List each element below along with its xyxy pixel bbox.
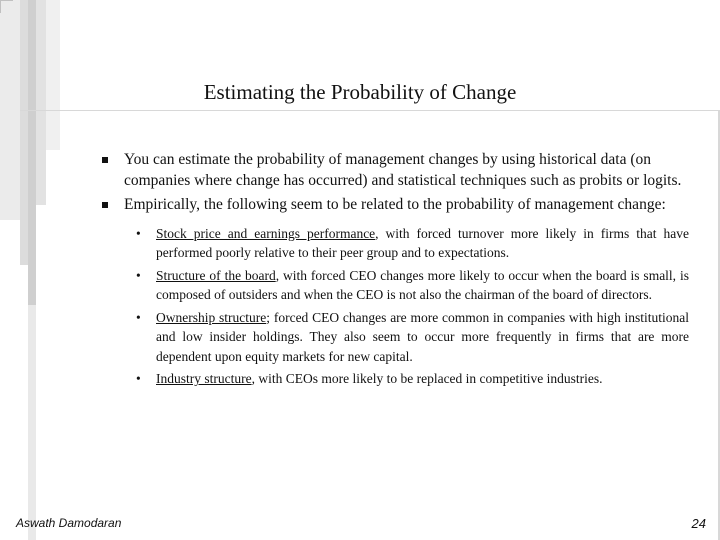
decor-bar (46, 0, 60, 150)
decor-bar (28, 0, 36, 305)
footer-author: Aswath Damodaran (16, 516, 122, 530)
dot-bullet-icon: • (136, 309, 141, 325)
sub-bullet-heading: Ownership structure (156, 309, 267, 325)
sub-bullet-text: ; forced CEO changes are more common in companies with high institutional and low insider holdings. They also seem to occur more frequently in firms that are more dependent upon equity markets for new capital. (156, 309, 689, 364)
decor-bar (0, 0, 20, 220)
bullet-text: You can estimate the probability of management changes by using historical data (on companies where change has occurred) and statistical techniques such as probits or logits. (124, 151, 682, 189)
page-number: 24 (691, 516, 706, 531)
decor-bar (20, 0, 28, 265)
bullet-item (96, 150, 696, 191)
sub-bullet-heading: Structure of the board (156, 267, 276, 283)
square-bullet-icon (102, 202, 108, 208)
sub-bullet-item (96, 266, 689, 305)
sub-bullet-item (96, 369, 689, 389)
sub-bullet-list (96, 224, 696, 389)
square-bullet-icon (102, 157, 108, 163)
sub-bullet-heading: Industry structure (156, 371, 252, 386)
title-divider (20, 110, 720, 111)
sub-bullet-text: , with forced CEO changes more likely to occur when the board is small, is composed of outsiders and when the CEO is not also the chairman of the board of directors. (156, 267, 689, 302)
sub-bullet-item (96, 224, 689, 263)
bullet-text: Empirically, the following seem to be related to the probability of management change: (124, 196, 666, 213)
slide-title: Estimating the Probability of Change (203, 80, 517, 104)
decor-bar (28, 305, 36, 540)
sub-bullet-text: , with forced turnover more likely in firms that have performed poorly relative to their peer group and to expectations. (156, 225, 689, 260)
bullet-item (96, 195, 696, 216)
slide-content (96, 150, 696, 392)
sub-bullet-item (96, 308, 689, 367)
dot-bullet-icon: • (136, 371, 141, 386)
dot-bullet-icon: • (136, 225, 141, 241)
corner-mark (0, 0, 13, 13)
sub-bullet-heading: Stock price and earnings performance (156, 225, 376, 241)
sub-bullet-text: , with CEOs more likely to be replaced in competitive industries. (251, 371, 603, 386)
dot-bullet-icon: • (136, 267, 141, 283)
